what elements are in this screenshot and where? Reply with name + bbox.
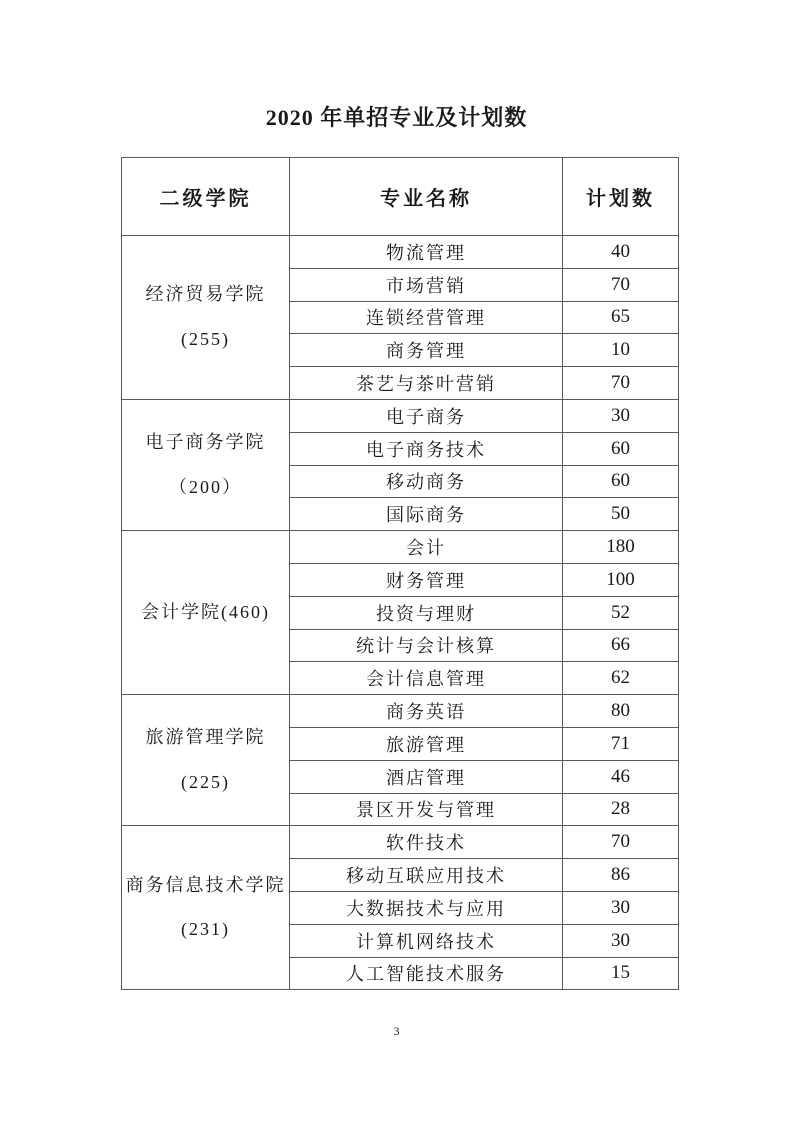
- plan-cell: 180: [563, 531, 679, 564]
- college-cell: [122, 531, 290, 695]
- plan-cell: 80: [563, 695, 679, 728]
- table-row: [122, 399, 679, 432]
- table-row: [122, 236, 679, 269]
- major-cell: 大数据技术与应用: [290, 891, 563, 924]
- plan-cell: 60: [563, 465, 679, 498]
- header-major: 专业名称: [290, 158, 563, 236]
- college-name-block: [122, 603, 289, 623]
- major-cell: 景区开发与管理: [290, 793, 563, 826]
- table-row: [122, 826, 679, 859]
- plan-cell: 30: [563, 399, 679, 432]
- plan-cell: 10: [563, 334, 679, 367]
- major-cell: 国际商务: [290, 498, 563, 531]
- major-cell: 统计与会计核算: [290, 629, 563, 662]
- college-total: (255): [181, 328, 230, 349]
- header-row: [122, 158, 679, 236]
- major-cell: 移动互联应用技术: [290, 859, 563, 892]
- table-body: [122, 236, 679, 990]
- plan-cell: 52: [563, 596, 679, 629]
- plan-cell: 60: [563, 432, 679, 465]
- header-plan: 计划数: [563, 158, 679, 236]
- college-name: 电子商务学院: [145, 431, 266, 452]
- plan-cell: 40: [563, 236, 679, 269]
- college-name-block: [122, 876, 289, 941]
- plan-cell: 28: [563, 793, 679, 826]
- enrollment-plan-table: [121, 157, 679, 990]
- college-name: 经济贸易学院: [145, 284, 266, 305]
- college-cell: [122, 826, 290, 990]
- college-name-block: [122, 728, 289, 793]
- major-cell: 会计信息管理: [290, 662, 563, 695]
- plan-cell: 100: [563, 563, 679, 596]
- major-cell: 电子商务: [290, 399, 563, 432]
- page-title: 2020 年单招专业及计划数: [265, 105, 528, 130]
- plan-cell: 70: [563, 367, 679, 400]
- major-cell: 市场营销: [290, 268, 563, 301]
- major-cell: 物流管理: [290, 236, 563, 269]
- plan-cell: 70: [563, 826, 679, 859]
- plan-cell: 46: [563, 760, 679, 793]
- major-cell: 茶艺与茶叶营销: [290, 367, 563, 400]
- major-cell: 电子商务技术: [290, 432, 563, 465]
- college-cell: [122, 399, 290, 530]
- college-name: 会计学院(460): [141, 601, 270, 622]
- college-total: (225): [181, 771, 230, 792]
- major-cell: 酒店管理: [290, 760, 563, 793]
- college-total: （200）: [169, 476, 242, 497]
- table-header: [122, 158, 679, 236]
- major-cell: 连锁经营管理: [290, 301, 563, 334]
- college-cell: [122, 695, 290, 826]
- header-college: 二级学院: [122, 158, 290, 236]
- major-cell: 商务管理: [290, 334, 563, 367]
- college-name-block: [122, 285, 289, 350]
- major-cell: 旅游管理: [290, 727, 563, 760]
- major-cell: 计算机网络技术: [290, 924, 563, 957]
- college-name-block: [122, 433, 289, 498]
- plan-cell: 71: [563, 727, 679, 760]
- college-total: (231): [181, 919, 230, 940]
- major-cell: 商务英语: [290, 695, 563, 728]
- plan-cell: 30: [563, 891, 679, 924]
- page-number: 3: [393, 1024, 400, 1038]
- table-row: [122, 695, 679, 728]
- major-cell: 移动商务: [290, 465, 563, 498]
- major-cell: 财务管理: [290, 563, 563, 596]
- major-cell: 软件技术: [290, 826, 563, 859]
- plan-cell: 62: [563, 662, 679, 695]
- college-name: 商务信息技术学院: [125, 874, 286, 895]
- plan-cell: 70: [563, 268, 679, 301]
- college-cell: [122, 236, 290, 400]
- plan-cell: 65: [563, 301, 679, 334]
- college-name: 旅游管理学院: [145, 726, 266, 747]
- plan-cell: 86: [563, 859, 679, 892]
- plan-cell: 66: [563, 629, 679, 662]
- plan-cell: 15: [563, 957, 679, 990]
- table-row: [122, 531, 679, 564]
- major-cell: 会计: [290, 531, 563, 564]
- plan-cell: 50: [563, 498, 679, 531]
- major-cell: 投资与理财: [290, 596, 563, 629]
- plan-cell: 30: [563, 924, 679, 957]
- major-cell: 人工智能技术服务: [290, 957, 563, 990]
